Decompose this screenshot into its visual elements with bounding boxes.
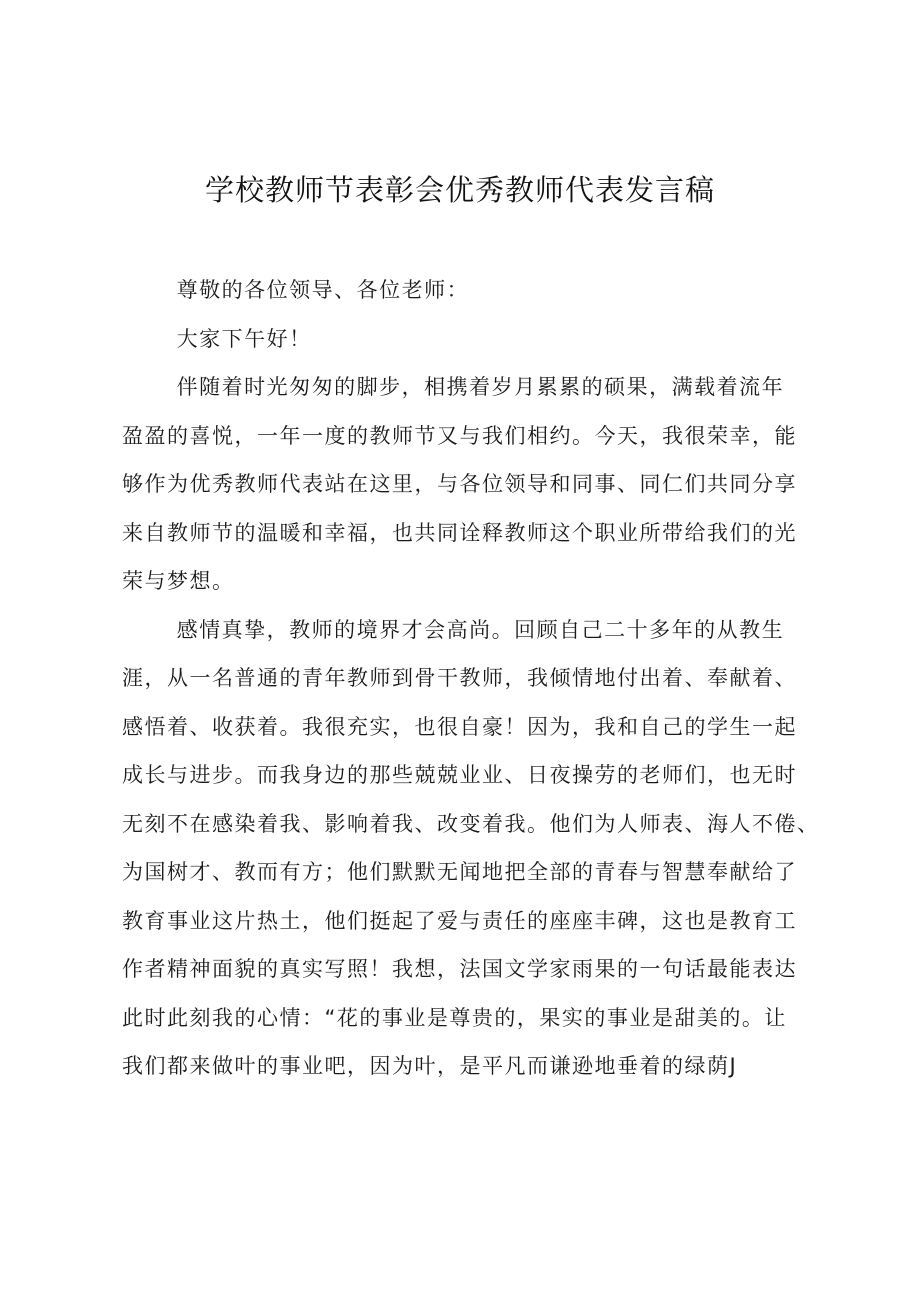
greeting-line (122, 315, 822, 364)
document-title: 学校教师节表彰会优秀教师代表发言稿 (204, 173, 715, 207)
paragraph-1-line: 来自教师节的温暖和幸福，也共同诠释教师这个职业所带给我们的光 (122, 520, 797, 545)
salutation-text: 尊敬的各位领导、各位老师： (176, 278, 470, 302)
paragraph-2-line: 成长与进步。而我身边的那些兢兢业业、日夜操劳的老师们，也无时 (122, 763, 797, 787)
salutation-line (122, 266, 822, 315)
paragraph-1-line: 伴随着时光匆匆的脚步，相携着岁月累累的硕果，满载着流年 (176, 375, 785, 399)
paragraph-2-line: 无刻不在感染着我、影响着我、改变着我。他们为人师表、海人不倦、 (122, 811, 820, 836)
paragraph-2-line: 为国树才、教而有方；他们默默无闻地把全部的青春与智慧奉献给了 (122, 860, 797, 884)
paragraph-2 (122, 606, 822, 1091)
paragraph-2-line: 教育事业这片热土，他们挺起了爱与责任的座座丰碑，这也是教育工 (122, 908, 797, 933)
paragraph-2-line: 此时此刻我的心情：“花的事业是尊贵的，果实的事业是甜美的。让 (122, 1005, 787, 1030)
document-body (122, 266, 822, 1091)
paragraph-2-line: 我们都来做叶的事业吧，因为叶，是平凡而谦逊地垂着的绿荫J (122, 1054, 738, 1078)
paragraph-2-line: 感情真挚，教师的境界才会高尚。回顾自己二十多年的从教生 (176, 617, 785, 642)
paragraph-1 (122, 363, 822, 606)
paragraph-2-line: 作者精神面貌的真实写照！我想，法国文学家雨果的一句话最能表达 (122, 957, 797, 981)
paragraph-1-line: 盈盈的喜悦，一年一度的教师节又与我们相约。今天，我很荣幸，能 (122, 423, 797, 448)
greeting-text: 大家下午好！ (176, 326, 312, 351)
paragraph-2-line: 感悟着、收获着。我很充实，也很自豪！因为，我和自己的学生一起 (122, 714, 797, 739)
paragraph-2-line: 涯，从一名普通的青年教师到骨干教师，我倾情地付出着、奉献着、 (122, 666, 797, 690)
paragraph-1-line: 荣与梦想。 (122, 569, 235, 593)
paragraph-1-line: 够作为优秀教师代表站在这里，与各位领导和同事、同仁们共同分享 (122, 472, 797, 496)
